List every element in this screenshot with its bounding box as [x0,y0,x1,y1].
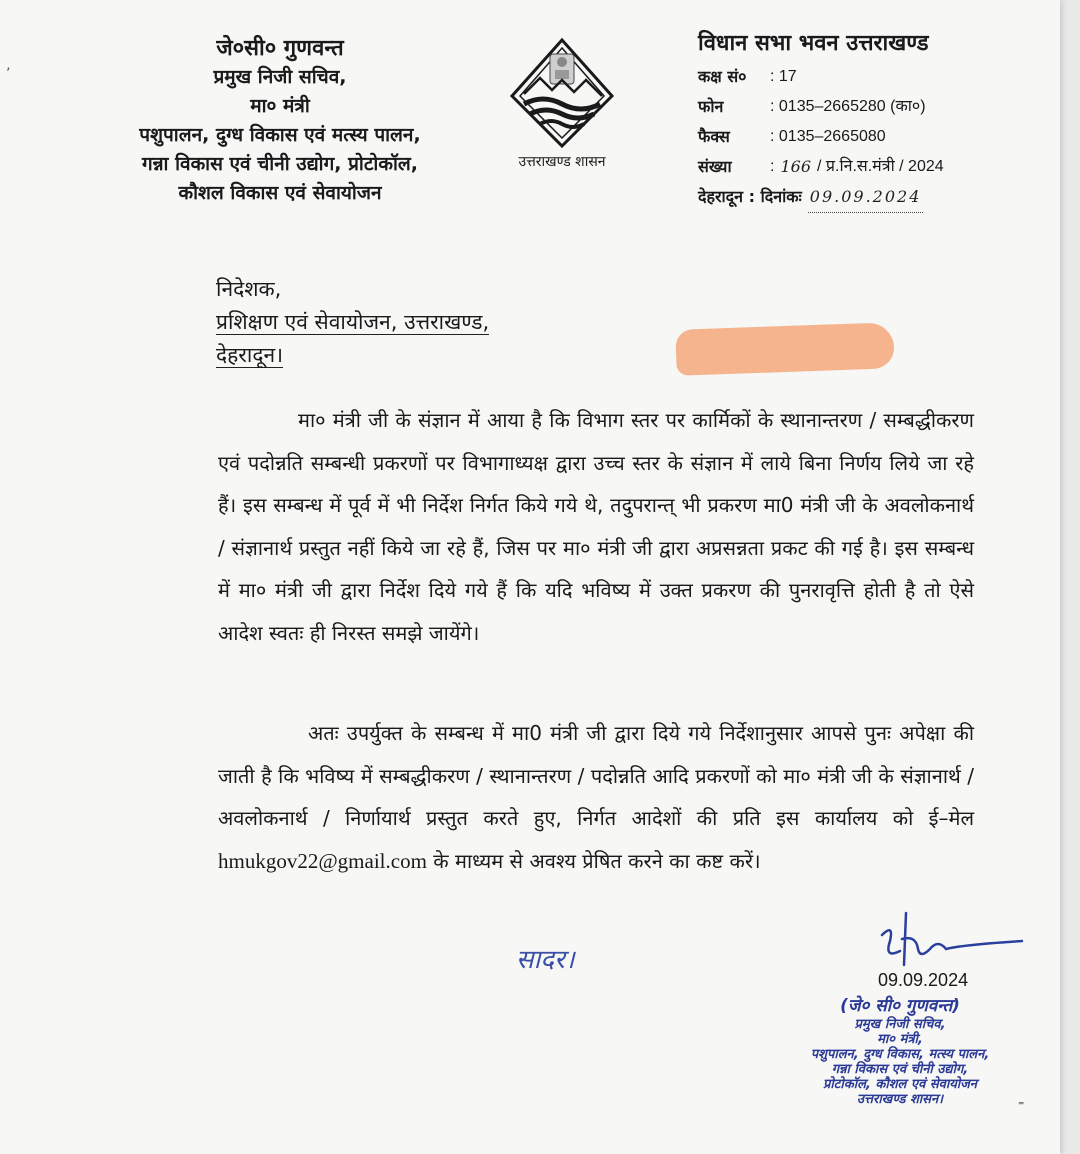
closing-sadar: सादर। [516,945,575,975]
date-row [698,182,1048,213]
fax-row [698,122,1048,152]
signature-date: 09.09.2024 [878,970,969,990]
room-value: : 17 [770,68,797,85]
body-paragraph-2-text: अतः उपर्युक्त के सम्बन्ध में मा0 मंत्री जी द्वारा दिये गये निर्देशानुसार आपसे पुनः अपेक्षा की जाती है कि भविष्य में सम्बद्धीकरण / स्थानान्तरण / पदोन्नति आदि प्रकरणों को मा० मंत्री जी के संज्ञानार्थ / अवलोकनार्थ / निर्णायार्थ प्रस्तुत करते हुए, निर्गत आदेशों की प्रति इस कार्यालय को ई–मेल [218,721,974,830]
stamp-line-1: प्रमुख निजी सचिव, [854,1017,946,1032]
sender-minister: मा० मंत्री [250,95,310,117]
margin-mark: ’ [6,66,11,82]
office-title: विधान सभा भवन उत्तराखण्ड [698,31,929,56]
official-stamp [780,995,1020,1107]
body-paragraph-1: मा० मंत्री जी के संज्ञान में आया है कि विभाग स्तर पर कार्मिकों के स्थानान्तरण / सम्बद्धीकरण एवं पदोन्नति सम्बन्धी प्रकरणों पर विभागाध्यक्ष द्वारा उच्च स्तर के संज्ञान में लाये बिना निर्णय लिये जा रहे हैं। इस सम्बन्ध में पूर्व में भी निर्देश निर्गत किये गये थे, तदुपरान्त् भी प्रकरण मा0 मंत्री जी के अवलोकनार्थ / संज्ञानार्थ प्रस्तुत नहीं किये जा रहे हैं, जिस पर मा० मंत्री जी द्वारा अप्रसन्नता प्रकट की गई है। इस सम्बन्ध में मा० मंत्री जी द्वारा निर्देश दिये गये हैं कि यदि भविष्य में उक्त प्रकरण की पुनरावृत्ति होती है तो ऐसे आदेश स्वतः ही निरस्त समझे जायेंगे। [218,408,974,645]
body-paragraph-2 [218,712,974,882]
date-label: देहरादून : दिनांकः [698,187,802,206]
fax-value: : 0135–2665080 [770,128,886,145]
reference-suffix: / प्र.नि.स.मंत्री / 2024 [817,158,944,175]
stamp-line-3: पशुपालन, दुग्ध विकास, मत्स्य पालन, [810,1047,990,1062]
sender-block [90,34,470,208]
phone-row [698,92,1048,122]
addressee-city: देहरादून। [216,343,284,367]
sender-name: जे०सी० गुणवन्त [216,36,344,61]
handwritten-signature [860,905,1030,975]
sender-portfolio-3: कौशल विकास एवं सेवायोजन [178,182,382,204]
addressee-department: प्रशिक्षण एवं सेवायोजन, उत्तराखण्ड, [216,310,490,334]
addressee-block [216,273,489,372]
corner-mark: ⁼ [1018,1098,1025,1112]
stamp-line-2: मा० मंत्री, [877,1032,923,1047]
email-address: hmukgov22@gmail.com [218,848,427,873]
addressee-title: निदेशक, [216,277,282,301]
stamp-line-4: गन्ना विकास एवं चीनी उद्योग, [831,1062,969,1077]
reference-label: संख्या [698,157,732,176]
redaction-mark [675,322,894,376]
stamp-name: (जे० सी० गुणवन्त) [840,996,960,1016]
room-label: कक्ष सं० [698,67,747,86]
emblem-caption: उत्तराखण्ड शासन [518,154,606,170]
stamp-line-6: उत्तराखण्ड शासन। [856,1092,944,1107]
uttarakhand-emblem-icon [506,34,618,150]
emblem-block [497,34,627,171]
stamp-line-5: प्रोटोकॉल, कौशल एवं सेवायोजन [823,1077,977,1092]
fax-label: फैक्स [698,127,730,146]
phone-value: : 0135–2665280 (का०) [770,98,926,115]
sender-designation: प्रमुख निजी सचिव, [213,66,347,88]
phone-label: फोन [698,97,724,116]
reference-number: 166 [780,157,811,176]
reference-separator: : [770,158,775,175]
sender-portfolio-2: गन्ना विकास एवं चीनी उद्योग, प्रोटोकॉल, [142,153,418,175]
body-paragraph-2-end: के माध्यम से अवश्य प्रेषित करने का कष्ट करें। [433,848,761,873]
sender-portfolio-1: पशुपालन, दुग्ध विकास एवं मत्स्य पालन, [139,124,421,146]
office-block [698,28,1048,213]
date-value: 09.09.2024 [808,182,924,213]
reference-row [698,152,1048,182]
room-row [698,62,1048,92]
